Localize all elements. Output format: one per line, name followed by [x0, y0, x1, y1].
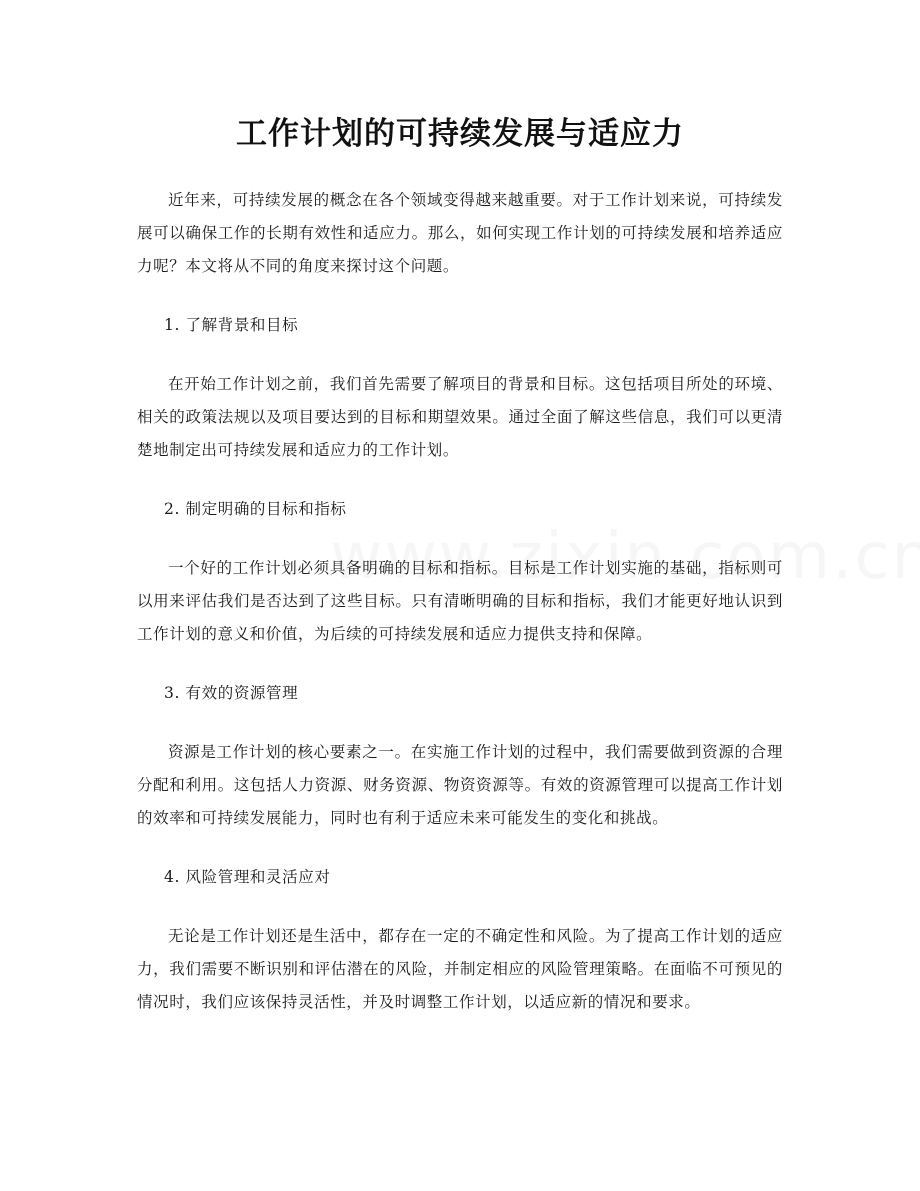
section-body-3: 资源是工作计划的核心要素之一。在实施工作计划的过程中，我们需要做到资源的合理分配和利用。这包括人力资源、财务资源、物资资源等。有效的资源管理可以提高工作计划的效率和可持续发展能力，同时也有利于适应未来可能发生的变化和挑战。 [137, 743, 783, 827]
section-heading-1: 1. 了解背景和目标 [164, 316, 299, 334]
intro-paragraph: 近年来，可持续发展的概念在各个领域变得越来越重要。对于工作计划来说，可持续发展可以确保工作的长期有效性和适应力。那么，如何实现工作计划的可持续发展和培养适应力呢？本文将从不同的角度来探讨这个问题。 [137, 191, 783, 275]
page-title: 工作计划的可持续发展与适应力 [236, 116, 684, 152]
section-heading-3: 3. 有效的资源管理 [164, 684, 299, 702]
section-body-4: 无论是工作计划还是生活中，都存在一定的不确定性和风险。为了提高工作计划的适应力，我们需要不断识别和评估潜在的风险，并制定相应的风险管理策略。在面临不可预见的情况时，我们应该保持灵活性，并及时调整工作计划，以适应新的情况和要求。 [137, 927, 783, 1011]
section-heading-2: 2. 制定明确的目标和指标 [164, 500, 347, 518]
document-body [137, 184, 783, 1045]
section-heading-4: 4. 风险管理和灵活应对 [164, 868, 331, 886]
section-body-1: 在开始工作计划之前，我们首先需要了解项目的背景和目标。这包括项目所处的环境、相关的政策法规以及项目要达到的目标和期望效果。通过全面了解这些信息，我们可以更清楚地制定出可持续发展和适应力的工作计划。 [137, 375, 783, 459]
section-body-2: 一个好的工作计划必须具备明确的目标和指标。目标是工作计划实施的基础，指标则可以用来评估我们是否达到了这些目标。只有清晰明确的目标和指标，我们才能更好地认识到工作计划的意义和价值，为后续的可持续发展和适应力提供支持和保障。 [137, 559, 783, 643]
